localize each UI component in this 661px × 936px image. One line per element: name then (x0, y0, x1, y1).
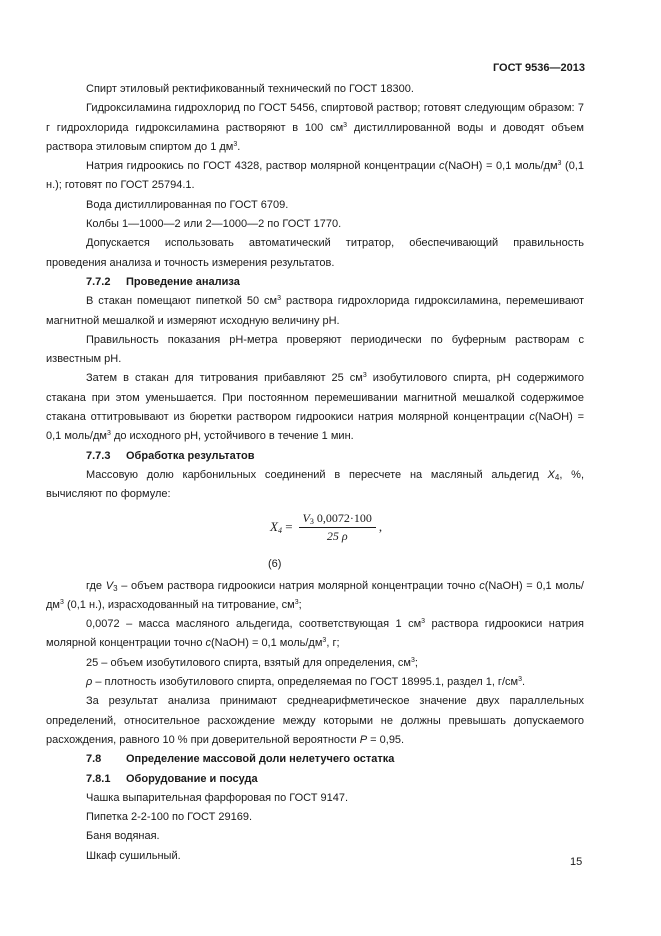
paragraph-drying-oven: Шкаф сушильный. (86, 849, 181, 862)
standard-header: ГОСТ 9536—2013 (492, 62, 585, 74)
paragraph-titrator: Допускается использовать автоматический титратор, обеспечивающий правильность проведения анализа и точность измерения результатов. (46, 237, 584, 269)
section-heading-7-8: 7.8 Определение массовой доли нелетучего остатка (86, 753, 395, 766)
section-heading-7-7-3: 7.7.3 Обработка результатов (86, 449, 255, 462)
paragraph-water: Вода дистиллированная по ГОСТ 6709. (86, 198, 289, 211)
paragraph-where-25: 25 – объем изобутилового спирта, взятый для определения, $см^3$; (86, 656, 418, 669)
formula-lhs: $X_4$ = (270, 519, 293, 536)
section-heading-7-8-1: 7.8.1 Оборудование и посуда (86, 772, 258, 785)
page-number: 15 (570, 856, 583, 868)
paragraph-where-rho: ρ – плотность изобутилового спирта, определяемая по ГОСТ 18995.1, раздел 1, $г/см^3$. (86, 676, 526, 689)
paragraph-where-v3: где $V_3$ – объем раствора гидроокиси натрия молярной концентрации точно c(NaOH) = 0,1 моль/$дм^3$ (0,1 н.), израсходованный на титрование, $см^3$; (46, 579, 584, 611)
paragraph-hydroxylamine: Гидроксиламина гидрохлорид по ГОСТ 5456, спиртовой раствор; готовят следующим образом: 7 г гидрохлорида гидроксиламина растворяют в 100 $см^3$ дистиллированной воды и доводят объем раствора этиловым спиртом до 1 $дм^3$. (46, 102, 584, 153)
paragraph-where-coefficient: 0,0072 – масса масляного альдегида, соответствующая 1 $см^3$ раствора гидроокиси натрия молярной концентрации точно c(NaOH) = 0,1 моль/$дм^3$, г; (46, 618, 584, 650)
formula-fraction (299, 511, 376, 544)
paragraph-titration: Затем в стакан для титрования прибавляют 25 $см^3$ изобутилового спирта, pH содержимого стакана при этом уменьшается. При постоянном перемешивании магнитной мешалкой содержимое стакана оттитровывают из бюретки раствором гидроокиси натрия молярной концентрации c(NaOH) = 0,1 моль/$дм^3$ до исходного pH, устойчивого в течение 1 мин. (46, 372, 584, 443)
formula-block (46, 509, 584, 553)
paragraph-mass-fraction: Массовую долю карбонильных соединений в пересчете на масляный альдегид $X_4$, %, вычисляют по формуле: (46, 468, 584, 501)
paragraph-naoh: Натрия гидроокись по ГОСТ 4328, раствор молярной концентрации c(NaOH) = 0,1 моль/$дм^3$ (0,1 н.); готовят по ГОСТ 25794.1. (46, 160, 584, 192)
paragraph-ethanol: Спирт этиловый ректификованный технический по ГОСТ 18300. (86, 83, 414, 95)
paragraph-beaker: В стакан помещают пипеткой 50 $см^3$ раствора гидрохлорида гидроксиламина, перемешивают магнитной мешалкой и измеряют исходную величину pH. (46, 295, 584, 327)
paragraph-water-bath: Баня водяная. (86, 830, 160, 843)
paragraph-pipette: Пипетка 2-2-100 по ГОСТ 29169. (86, 811, 253, 824)
equation-number: (6) (268, 557, 282, 570)
paragraph-flasks: Колбы 1—1000—2 или 2—1000—2 по ГОСТ 1770. (86, 218, 342, 231)
paragraph-ph-meter: Правильность показания pH-метра проверяют периодически по буферным растворам с известным pH. (46, 333, 584, 366)
paragraph-dish: Чашка выпарительная фарфоровая по ГОСТ 9147. (86, 791, 349, 804)
formula-comma: , (378, 519, 383, 535)
formula-numerator: $V_3$ 0,0072·100 (299, 511, 376, 528)
section-heading-7-7-2: 7.7.2 Проведение анализа (86, 275, 240, 288)
formula (270, 511, 382, 544)
document-body (46, 80, 584, 866)
formula-denominator: 25 ρ (326, 528, 348, 543)
paragraph-result: За результат анализа принимают среднеарифметическое значение двух параллельных определений, относительное расхождение между которыми не должны превышать допускаемого расхождения, равного 10 % при доверительной вероятности P = 0,95. (46, 695, 584, 746)
